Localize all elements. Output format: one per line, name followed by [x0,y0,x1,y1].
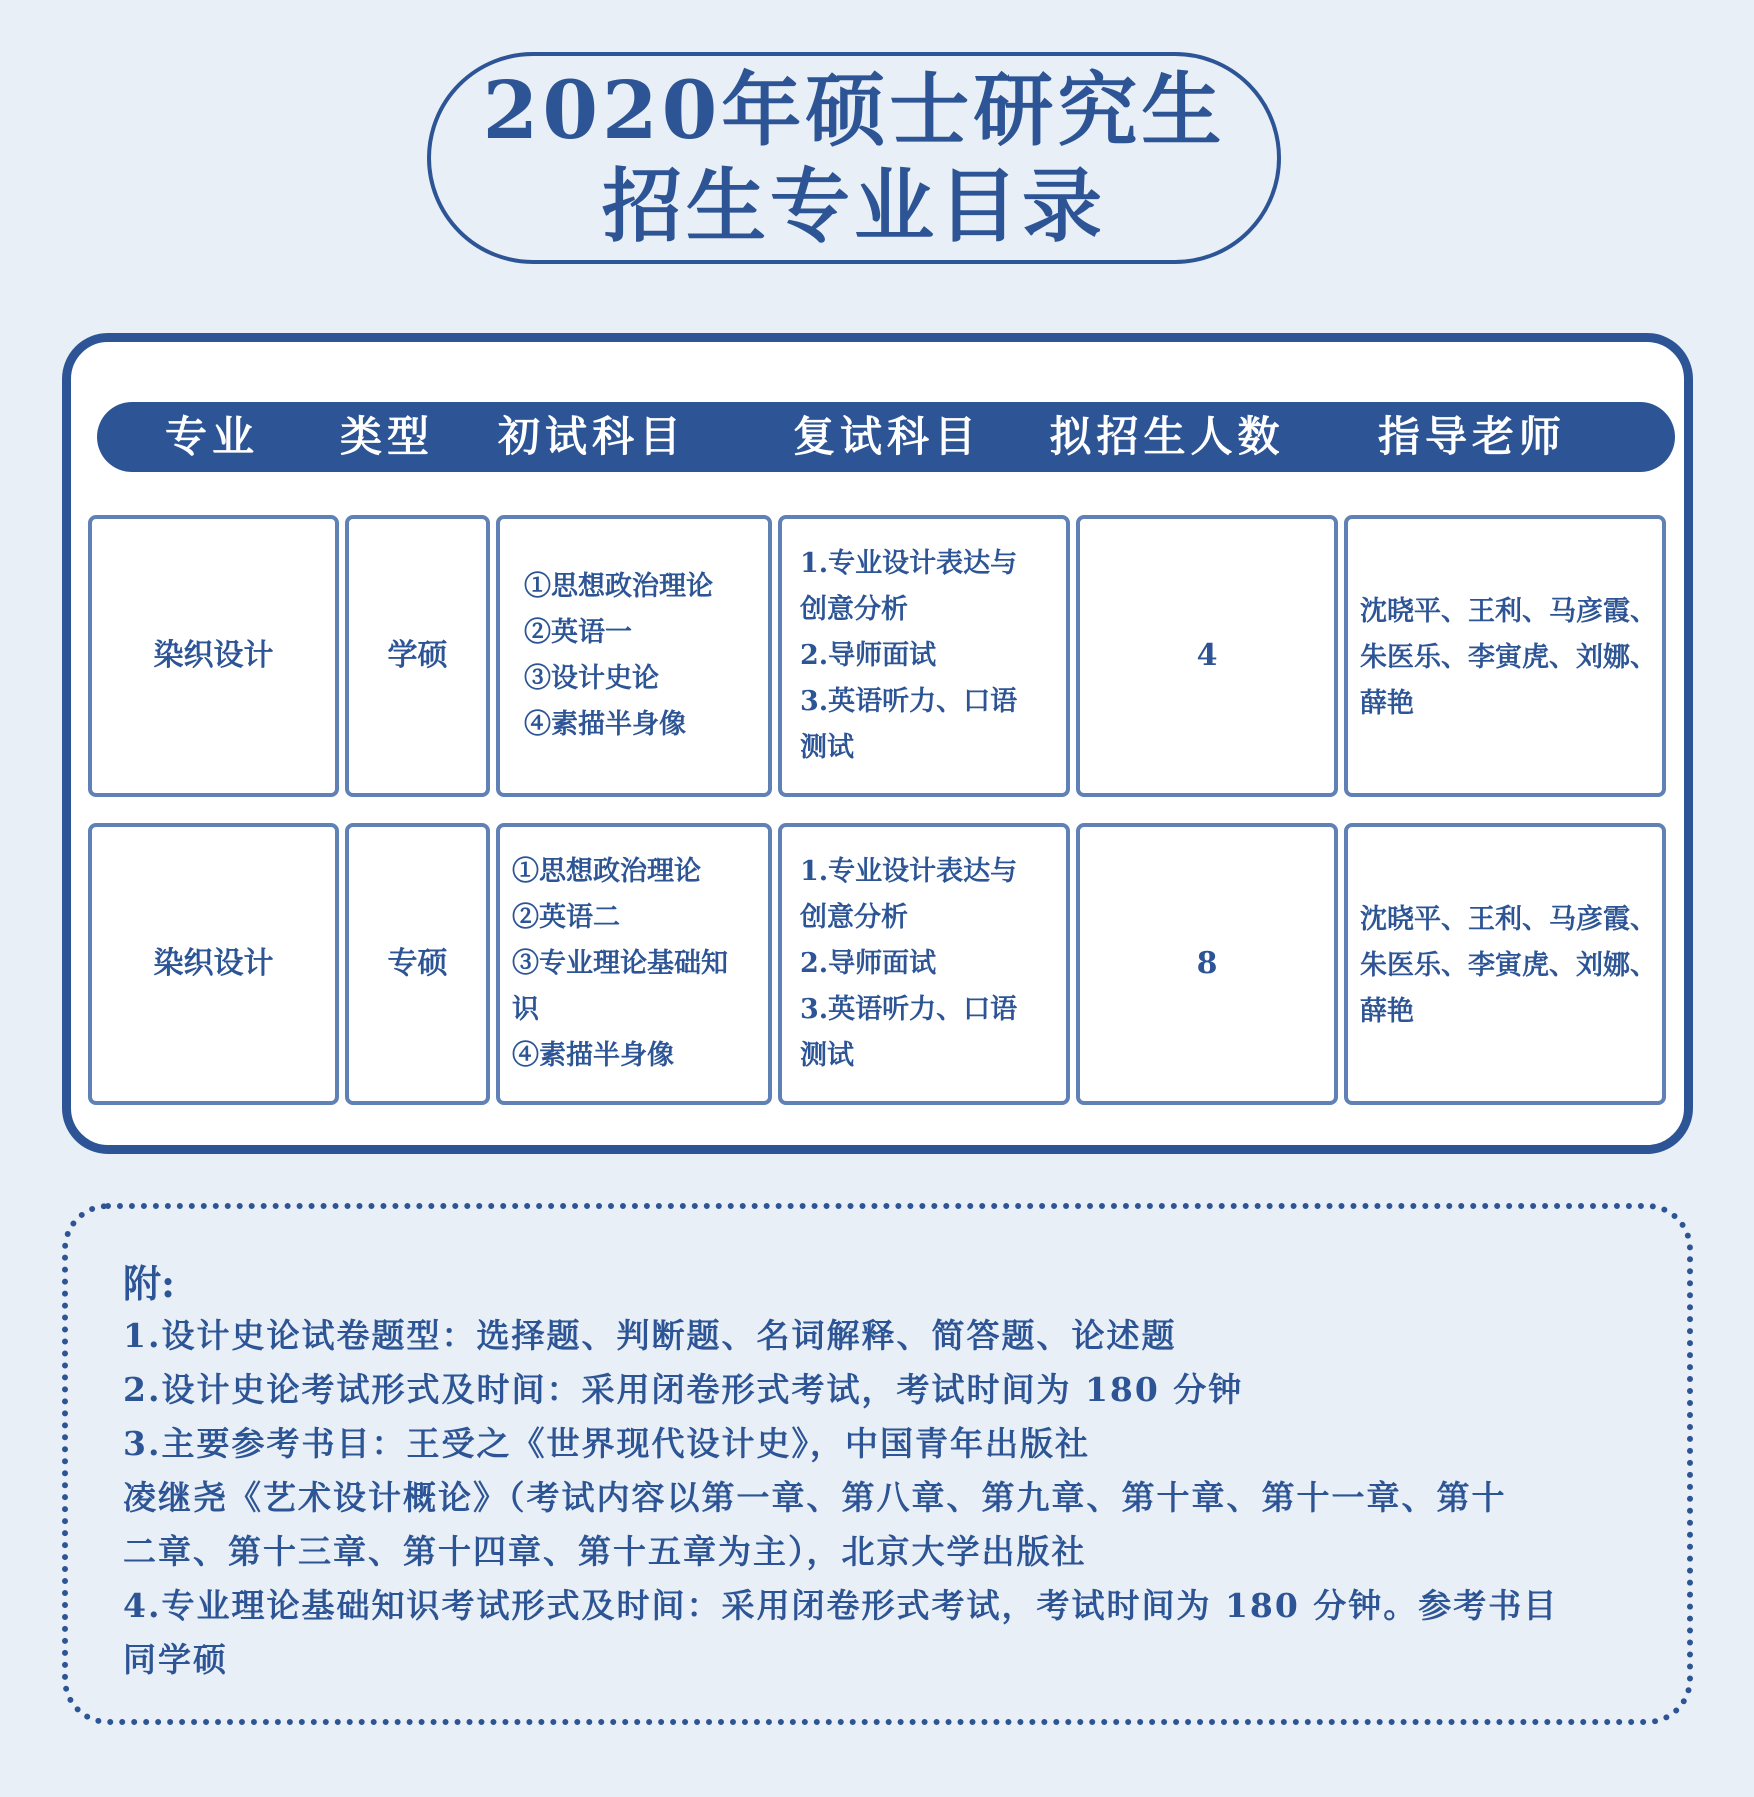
retest-item: 创意分析 [800,594,908,625]
row1-initial-subjects [496,515,772,797]
title-line-2: 招生专业目录 [602,159,1106,253]
row1-type: 学硕 [345,515,490,797]
row1-retest-subjects [778,515,1070,797]
row1-enrollment: 4 [1076,515,1338,797]
note-line: 二章、第十三章、第十四章、第十五章为主），北京大学出版社 [123,1532,1087,1571]
note-line: 4.专业理论基础知识考试形式及时间：采用闭卷形式考试，考试时间为 180 分钟。参考书目 [123,1586,1559,1625]
note-line: 同学硕 [123,1640,228,1679]
subject-item: 识 [512,994,539,1025]
retest-item: 2.导师面试 [800,948,937,979]
advisor-line: 薛艳 [1360,996,1414,1027]
subject-item: ②英语一 [524,617,632,648]
notes-list [123,1309,1663,1687]
table-header [97,402,1675,472]
header-major: 专业 [164,412,259,461]
subject-item: ②英语二 [512,902,620,933]
note-line: 2.设计史论考试形式及时间：采用闭卷形式考试，考试时间为 180 分钟 [123,1370,1244,1409]
note-line: 3.主要参考书目：王受之《世界现代设计史》，中国青年出版社 [123,1424,1090,1463]
advisor-line: 朱医乐、李寅虎、刘娜、 [1360,642,1657,673]
subject-item: ①思想政治理论 [524,571,713,602]
subject-item: ③设计史论 [524,663,659,694]
row2-enrollment: 8 [1076,823,1338,1105]
notes-section [62,1203,1693,1725]
advisor-line: 朱医乐、李寅虎、刘娜、 [1360,950,1657,981]
retest-item: 3.英语听力、口语 [800,994,1018,1025]
retest-item: 创意分析 [800,902,908,933]
header-advisors: 指导老师 [1377,412,1566,461]
row2-type: 专硕 [345,823,490,1105]
header-initial-subjects: 初试科目 [497,412,686,461]
row2-initial-subjects [496,823,772,1105]
retest-item: 1.专业设计表达与 [800,856,1018,887]
notes-heading: 附: [123,1261,176,1306]
subject-item: ③专业理论基础知 [512,948,728,979]
retest-item: 1.专业设计表达与 [800,548,1018,579]
row1-major: 染织设计 [88,515,339,797]
note-line: 凌继尧《艺术设计概论》（考试内容以第一章、第八章、第九章、第十章、第十一章、第十 [123,1478,1507,1517]
header-retest-subjects: 复试科目 [792,412,981,461]
advisor-line: 沈晓平、王利、马彦霞、 [1360,904,1657,935]
title-line-1: 2020年硕士研究生 [482,63,1226,157]
row1-advisors [1344,515,1666,797]
header-type: 类型 [339,412,434,461]
row2-retest-subjects [778,823,1070,1105]
retest-item: 2.导师面试 [800,640,937,671]
subject-item: ④素描半身像 [524,709,686,740]
advisor-line: 薛艳 [1360,688,1414,719]
subject-item: ④素描半身像 [512,1040,674,1071]
retest-item: 测试 [800,732,854,763]
advisor-line: 沈晓平、王利、马彦霞、 [1360,596,1657,627]
row2-advisors [1344,823,1666,1105]
subject-item: ①思想政治理论 [512,856,701,887]
catalog-table [62,333,1693,1154]
retest-item: 3.英语听力、口语 [800,686,1018,717]
retest-item: 测试 [800,1040,854,1071]
title-banner [427,52,1281,264]
header-enrollment: 拟招生人数 [1049,412,1285,461]
row2-major: 染织设计 [88,823,339,1105]
note-line: 1.设计史论试卷题型：选择题、判断题、名词解释、简答题、论述题 [123,1316,1177,1355]
